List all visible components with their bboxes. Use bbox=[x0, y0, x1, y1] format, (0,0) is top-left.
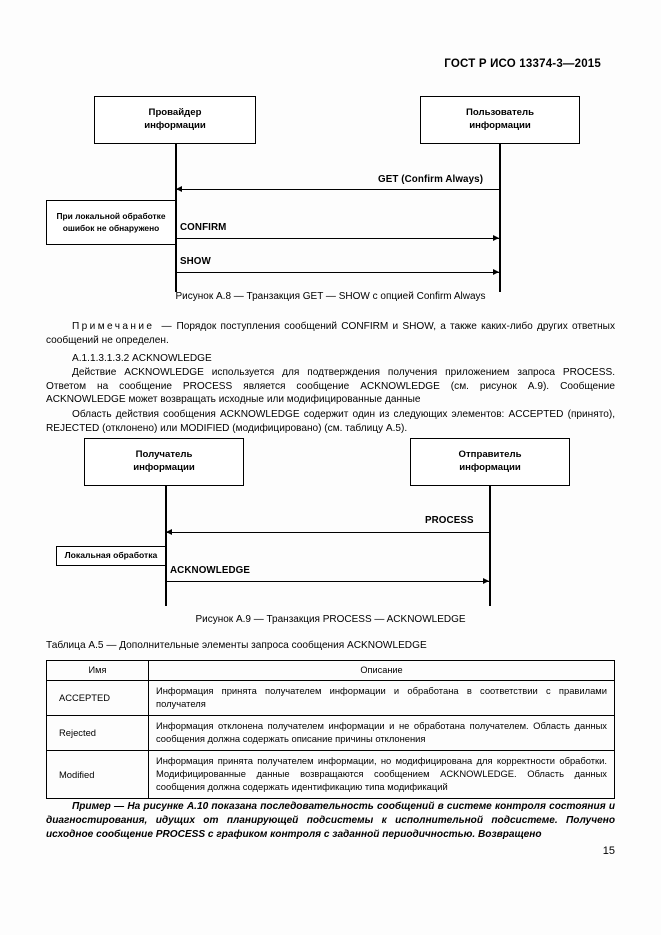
message-line-acknowledge bbox=[166, 581, 489, 582]
actor-label-line1: Отправитель bbox=[458, 449, 522, 461]
figure-caption-a9: Рисунок А.9 — Транзакция PROCESS — ACKNOWLEDGE bbox=[195, 614, 466, 625]
table-header-row bbox=[47, 661, 615, 681]
note-box-local-processing bbox=[46, 200, 176, 245]
actor-label-line1: Пользователь bbox=[465, 107, 535, 119]
table-cell-description: Информация принята получателем информации и обработана в соответствии с правилами получателя bbox=[149, 681, 615, 716]
message-arrowhead-acknowledge bbox=[483, 578, 489, 584]
table-cell-description: Информация принята получателем информации, но модифицирована для корректности обработки. Модифицированные данные возвращаются сообщением ACKNOWLEDGE. Область данных сообщения должна содержать идентификацию типа модификаций bbox=[149, 751, 615, 799]
message-label-get: GET (Confirm Always) bbox=[378, 174, 484, 185]
table-cell-name: ACCEPTED bbox=[47, 681, 149, 716]
message-line-show bbox=[176, 272, 499, 273]
document-standard-title: ГОСТ Р ИСО 13374-3—2015 bbox=[444, 58, 601, 70]
note-line2: ошибок не обнаружено bbox=[62, 222, 160, 233]
note-paragraph-dash: — bbox=[161, 321, 172, 332]
message-line-get bbox=[176, 189, 499, 190]
table-cell-name: Rejected bbox=[47, 716, 149, 751]
page-number: 15 bbox=[602, 845, 615, 857]
example-paragraph: Пример — На рисунке А.10 показана последовательность сообщений в системе контроля состояния и диагностирования, идущих от планирующей подсистемы к исполнительной подсистеме. Получено исходное сообщение PROCESS с графиком контроля с заданной периодичностью. Возвращено bbox=[46, 801, 615, 841]
message-label-process: PROCESS bbox=[425, 515, 474, 526]
table-a5 bbox=[46, 660, 615, 799]
table-cell-description: Информация отклонена получателем информации и не обработана получателем. Область данных сообщения должна содержать описание причины отклонения bbox=[149, 716, 615, 751]
table-row bbox=[47, 681, 615, 716]
note-line1: При локальной обработке bbox=[56, 211, 166, 222]
section-paragraph-1: Действие ACKNOWLEDGE используется для подтверждения получения приложением запроса PROCESS. Ответом на сообщение PROCESS является сообщение ACKNOWLEDGE (см. рисунок А.9). Сообщение ACKNOWLEDGE может возвращать исходные или модифицированные данные bbox=[46, 367, 615, 406]
message-arrowhead-process bbox=[166, 529, 172, 535]
note-line1: Локальная обработка bbox=[64, 550, 158, 561]
actor-box-user bbox=[420, 96, 580, 144]
actor-box-receiver bbox=[84, 438, 244, 486]
actor-label-line2: информации bbox=[133, 462, 195, 473]
lifeline-sender bbox=[489, 486, 491, 606]
figure-caption-a8: Рисунок А.8 — Транзакция GET — SHOW с опцией Confirm Always bbox=[175, 291, 486, 302]
message-line-process bbox=[166, 532, 489, 533]
actor-box-sender bbox=[410, 438, 570, 486]
message-arrowhead-confirm bbox=[493, 235, 499, 241]
message-arrowhead-get bbox=[176, 186, 182, 192]
actor-label-line1: Получатель bbox=[135, 449, 193, 461]
message-label-acknowledge: ACKNOWLEDGE bbox=[170, 565, 251, 576]
actor-label-line2: информации bbox=[459, 462, 521, 473]
section-heading: А.1.1.3.1.3.2 ACKNOWLEDGE bbox=[72, 353, 212, 364]
actor-box-provider bbox=[94, 96, 256, 144]
actor-label-line1: Провайдер bbox=[148, 107, 202, 119]
table-cell-name: Modified bbox=[47, 751, 149, 799]
message-label-show: SHOW bbox=[180, 256, 211, 267]
table-header-name: Имя bbox=[47, 661, 149, 681]
table-row bbox=[47, 716, 615, 751]
note-paragraph bbox=[46, 320, 615, 347]
table-row bbox=[47, 751, 615, 799]
message-line-confirm bbox=[176, 238, 499, 239]
table-header-description: Описание bbox=[149, 661, 615, 681]
note-box-local-processing bbox=[56, 546, 166, 566]
lifeline-user bbox=[499, 144, 501, 292]
message-label-confirm: CONFIRM bbox=[180, 222, 227, 233]
table-caption-a5: Таблица А.5 — Дополнительные элементы запроса сообщения ACKNOWLEDGE bbox=[46, 640, 427, 651]
message-arrowhead-show bbox=[493, 269, 499, 275]
actor-label-line2: информации bbox=[469, 120, 531, 131]
note-paragraph-label: Примечание bbox=[72, 321, 155, 332]
actor-label-line2: информации bbox=[144, 120, 206, 131]
section-paragraph-2: Область действия сообщения ACKNOWLEDGE содержит один из следующих элементов: ACCEPTED (принято), REJECTED (отклонено) или MODIFIED (модифицировано) (см. таблицу А.5). bbox=[46, 409, 615, 434]
note-paragraph-text: Порядок поступления сообщений CONFIRM и SHOW, а также каких-либо других ответных сообщений не определен. bbox=[46, 321, 615, 346]
